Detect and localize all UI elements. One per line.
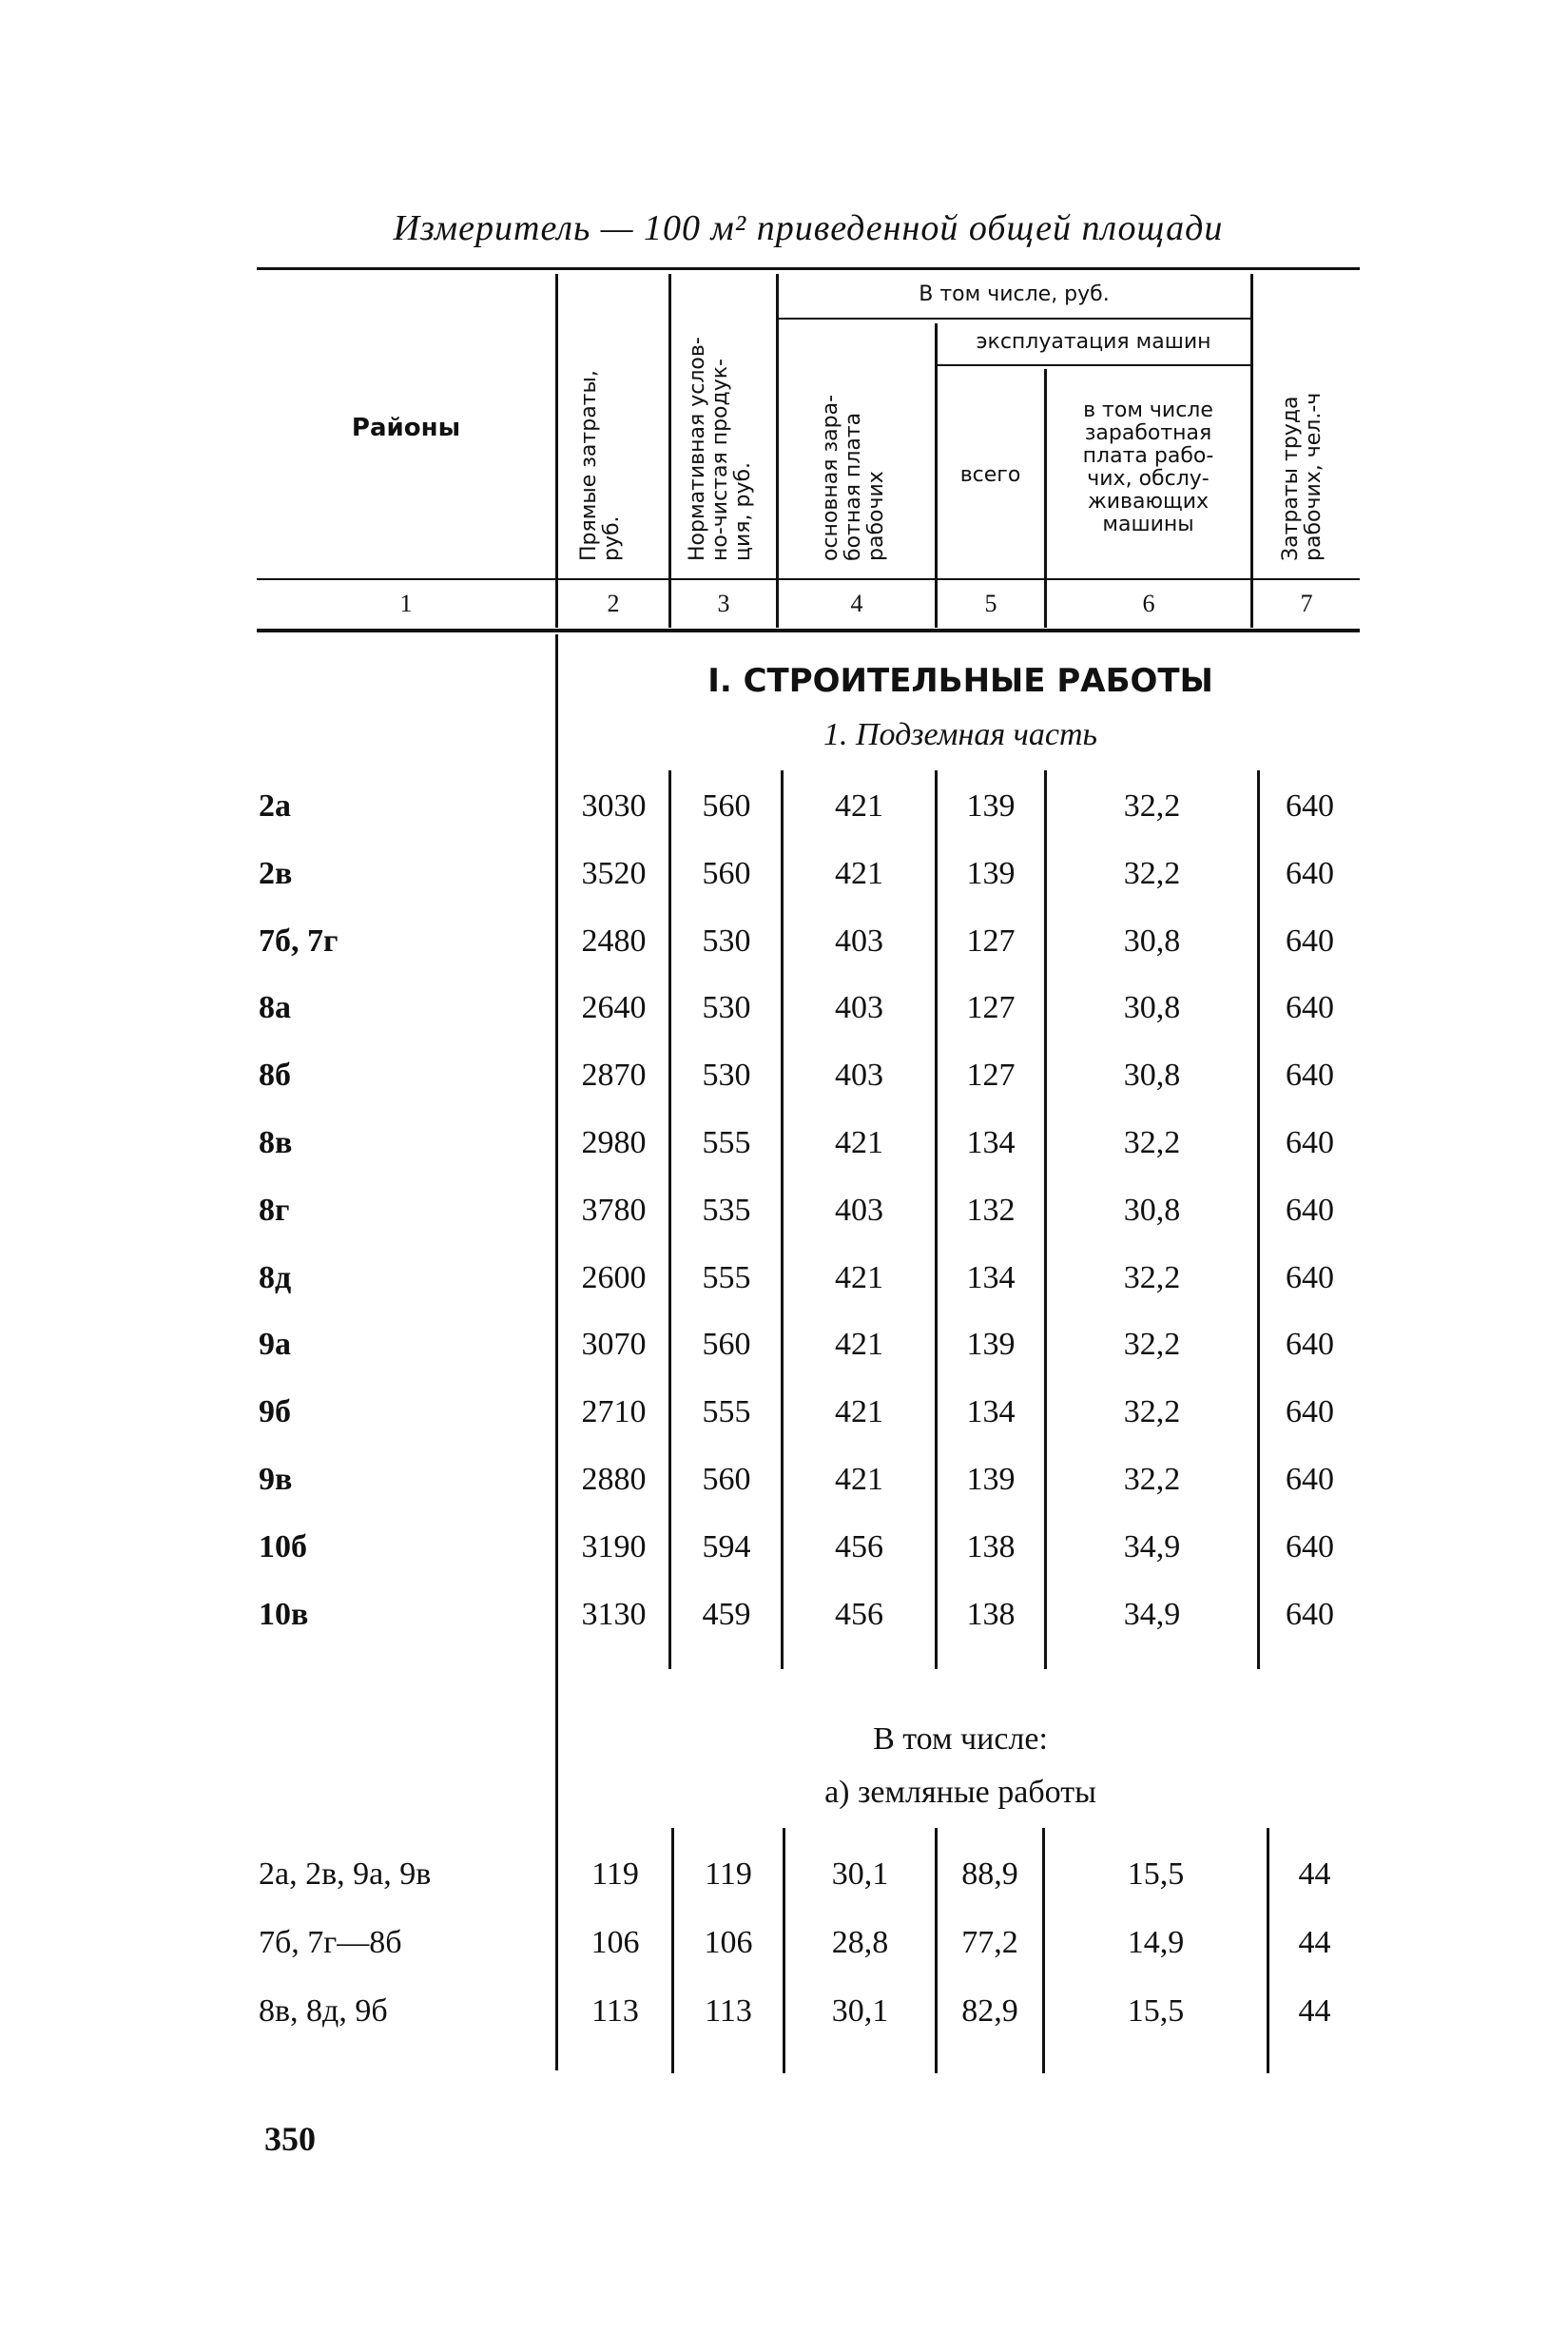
table-row (0, 1119, 1568, 1167)
value-cell-c5: 138 (966, 1528, 1016, 1564)
table-row (0, 850, 1568, 898)
value-cell-c3: 560 (702, 788, 751, 824)
header-normative-production: Нормативная услов- но-чистая продук- ция, руб. (686, 337, 755, 561)
value-cell-c7: 640 (1286, 1058, 1334, 1094)
header-divider-2 (668, 274, 671, 628)
value-cell-c4: 421 (835, 1259, 883, 1295)
measure-caption: Измеритель — 100 м² приведенной общей площади (393, 208, 1224, 248)
region-cell: 9б (259, 1394, 291, 1430)
value-cell-c7: 640 (1286, 1125, 1334, 1160)
value-cell-c5: 88,9 (961, 1856, 1018, 1892)
table-top-rule (257, 267, 1360, 270)
machines-rule (937, 364, 1250, 366)
value-cell-c2: 2480 (581, 923, 647, 959)
value-cell-c3: 119 (705, 1856, 752, 1892)
value-cell-c6: 30,8 (1123, 1058, 1181, 1094)
value-cell-c5: 127 (966, 923, 1016, 959)
including-label: В том числе: (873, 1721, 1048, 1757)
header-including-rub: В том числе, руб. (919, 282, 1110, 306)
value-cell-c7: 640 (1286, 1327, 1334, 1363)
value-cell-c6: 30,8 (1123, 1192, 1181, 1228)
column-number-6: 6 (1142, 590, 1155, 617)
value-cell-c6: 32,2 (1123, 1462, 1181, 1497)
value-cell-c4: 456 (835, 1596, 883, 1632)
value-cell-c6: 34,9 (1123, 1596, 1181, 1632)
value-cell-c7: 44 (1298, 1993, 1331, 2029)
value-cell-c5: 138 (966, 1596, 1016, 1632)
value-cell-c6: 32,2 (1123, 855, 1181, 891)
value-cell-c7: 640 (1286, 1192, 1334, 1228)
value-cell-c5: 139 (966, 788, 1016, 824)
header-divider-1 (555, 274, 558, 628)
region-cell: 8в, 8д, 9б (259, 1993, 388, 2029)
value-cell-c3: 560 (702, 1327, 751, 1363)
region-cell: 2а (259, 788, 291, 824)
value-cell-c3: 560 (702, 855, 751, 891)
section-title: I. СТРОИТЕЛЬНЫЕ РАБОТЫ (707, 662, 1213, 700)
value-cell-c7: 640 (1286, 1596, 1334, 1632)
subsection-title: 1. Подземная часть (823, 717, 1098, 752)
value-cell-c4: 403 (835, 1058, 883, 1094)
including-rule (778, 318, 1250, 320)
value-cell-c7: 640 (1286, 1528, 1334, 1564)
value-cell-c3: 530 (702, 923, 751, 959)
value-cell-c3: 113 (705, 1993, 752, 2029)
value-cell-c3: 555 (702, 1125, 751, 1160)
value-cell-c4: 30,1 (831, 1993, 889, 2029)
value-cell-c7: 640 (1286, 788, 1334, 824)
header-machine-wage: в том числе заработная плата рабо- чих, обслу- живающих машины (1082, 398, 1214, 536)
value-cell-c3: 555 (702, 1394, 751, 1430)
table-row (0, 1389, 1568, 1436)
region-cell: 7б, 7г—8б (259, 1925, 402, 1960)
value-cell-c3: 106 (704, 1925, 753, 1960)
value-cell-c3: 530 (702, 990, 751, 1026)
earthworks-label: а) земляные работы (824, 1775, 1096, 1810)
value-cell-c6: 32,2 (1123, 1125, 1181, 1160)
region-cell: 8в (259, 1125, 293, 1160)
header-divider-3 (776, 274, 779, 628)
table-row (0, 1524, 1568, 1571)
value-cell-c6: 15,5 (1127, 1993, 1185, 2029)
value-cell-c6: 14,9 (1127, 1925, 1185, 1960)
value-cell-c2: 2980 (581, 1125, 647, 1160)
value-cell-c7: 640 (1286, 1259, 1334, 1295)
table-row (0, 1321, 1568, 1369)
column-numbers-rule (257, 629, 1360, 632)
value-cell-c5: 139 (966, 855, 1016, 891)
value-cell-c4: 421 (835, 788, 883, 824)
value-cell-c2: 3780 (581, 1192, 647, 1228)
value-cell-c5: 127 (966, 990, 1016, 1026)
header-labor-costs: Затраты труда рабочих, чел.-ч (1279, 392, 1326, 561)
table-row (0, 1919, 1568, 1967)
value-cell-c7: 44 (1298, 1925, 1331, 1960)
table-row (0, 1591, 1568, 1639)
value-cell-c5: 82,9 (961, 1993, 1018, 2029)
table-row (0, 984, 1568, 1032)
column-number-7: 7 (1300, 590, 1313, 617)
value-cell-c6: 15,5 (1127, 1856, 1185, 1892)
value-cell-c2: 2600 (581, 1259, 647, 1295)
table-row (0, 1254, 1568, 1302)
region-cell: 8г (259, 1192, 290, 1228)
region-cell: 9в (259, 1462, 293, 1497)
value-cell-c3: 530 (702, 1058, 751, 1094)
value-cell-c2: 3130 (581, 1596, 647, 1632)
header-divider-6 (1250, 274, 1253, 628)
region-cell: 2а, 2в, 9а, 9в (259, 1856, 432, 1892)
value-cell-c3: 594 (702, 1528, 751, 1564)
value-cell-c4: 421 (835, 1394, 883, 1430)
region-cell: 2в (259, 855, 293, 891)
value-cell-c4: 421 (835, 855, 883, 891)
value-cell-c6: 32,2 (1123, 1394, 1181, 1430)
table-row (0, 1851, 1568, 1898)
value-cell-c6: 34,9 (1123, 1528, 1181, 1564)
value-cell-c4: 456 (835, 1528, 883, 1564)
value-cell-c4: 28,8 (831, 1925, 889, 1960)
value-cell-c5: 77,2 (961, 1925, 1018, 1960)
column-number-5: 5 (984, 590, 997, 617)
region-cell: 7б, 7г (259, 923, 339, 959)
value-cell-c5: 132 (966, 1192, 1016, 1228)
value-cell-c2: 3030 (581, 788, 647, 824)
value-cell-c2: 2710 (581, 1394, 647, 1430)
value-cell-c6: 30,8 (1123, 923, 1181, 959)
value-cell-c4: 403 (835, 990, 883, 1026)
value-cell-c6: 32,2 (1123, 1327, 1181, 1363)
value-cell-c5: 139 (966, 1462, 1016, 1497)
table-row (0, 1052, 1568, 1099)
header-direct-costs: Прямые затраты, руб. (577, 370, 624, 561)
column-number-3: 3 (717, 590, 730, 617)
value-cell-c2: 2880 (581, 1462, 647, 1497)
value-cell-c2: 2640 (581, 990, 647, 1026)
value-cell-c6: 30,8 (1123, 990, 1181, 1026)
column-number-1: 1 (399, 590, 413, 617)
value-cell-c5: 134 (966, 1125, 1016, 1160)
table-row (0, 1456, 1568, 1504)
value-cell-c7: 640 (1286, 990, 1334, 1026)
value-cell-c2: 3520 (581, 855, 647, 891)
value-cell-c3: 555 (702, 1259, 751, 1295)
value-cell-c7: 640 (1286, 1394, 1334, 1430)
value-cell-c7: 640 (1286, 855, 1334, 891)
value-cell-c4: 403 (835, 923, 883, 959)
header-base-wage: основная зара- ботная плата рабочих (819, 394, 888, 561)
value-cell-c5: 127 (966, 1058, 1016, 1094)
column-number-4: 4 (850, 590, 863, 617)
value-cell-c2: 3070 (581, 1327, 647, 1363)
page-number: 350 (264, 2120, 316, 2158)
value-cell-c6: 32,2 (1123, 1259, 1181, 1295)
region-cell: 10в (259, 1596, 309, 1632)
value-cell-c4: 421 (835, 1327, 883, 1363)
value-cell-c2: 2870 (581, 1058, 647, 1094)
value-cell-c4: 421 (835, 1462, 883, 1497)
value-cell-c3: 535 (702, 1192, 751, 1228)
value-cell-c2: 3190 (581, 1528, 647, 1564)
value-cell-c6: 32,2 (1123, 788, 1181, 824)
value-cell-c2: 113 (591, 1993, 639, 2029)
value-cell-c3: 560 (702, 1462, 751, 1497)
header-machine-operation: эксплуатация машин (976, 330, 1211, 354)
region-cell: 9а (259, 1327, 291, 1363)
value-cell-c4: 403 (835, 1192, 883, 1228)
region-cell: 8а (259, 990, 291, 1026)
value-cell-c7: 44 (1298, 1856, 1331, 1892)
region-cell: 8б (259, 1058, 291, 1094)
region-cell: 10б (259, 1528, 307, 1564)
value-cell-c5: 134 (966, 1394, 1016, 1430)
value-cell-c2: 106 (590, 1925, 640, 1960)
value-cell-c5: 139 (966, 1327, 1016, 1363)
table-row (0, 783, 1568, 830)
value-cell-c7: 640 (1286, 1462, 1334, 1497)
table-row (0, 1187, 1568, 1234)
table-row (0, 918, 1568, 965)
header-total: всего (959, 463, 1021, 487)
column-number-2: 2 (607, 590, 620, 617)
value-cell-c5: 134 (966, 1259, 1016, 1295)
value-cell-c2: 119 (591, 1856, 639, 1892)
value-cell-c4: 30,1 (831, 1856, 889, 1892)
value-cell-c4: 421 (835, 1125, 883, 1160)
header-bottom-rule (257, 578, 1360, 580)
header-regions: Районы (351, 414, 461, 442)
value-cell-c3: 459 (702, 1596, 751, 1632)
table-row (0, 1988, 1568, 2035)
region-cell: 8д (259, 1259, 292, 1295)
value-cell-c7: 640 (1286, 923, 1334, 959)
